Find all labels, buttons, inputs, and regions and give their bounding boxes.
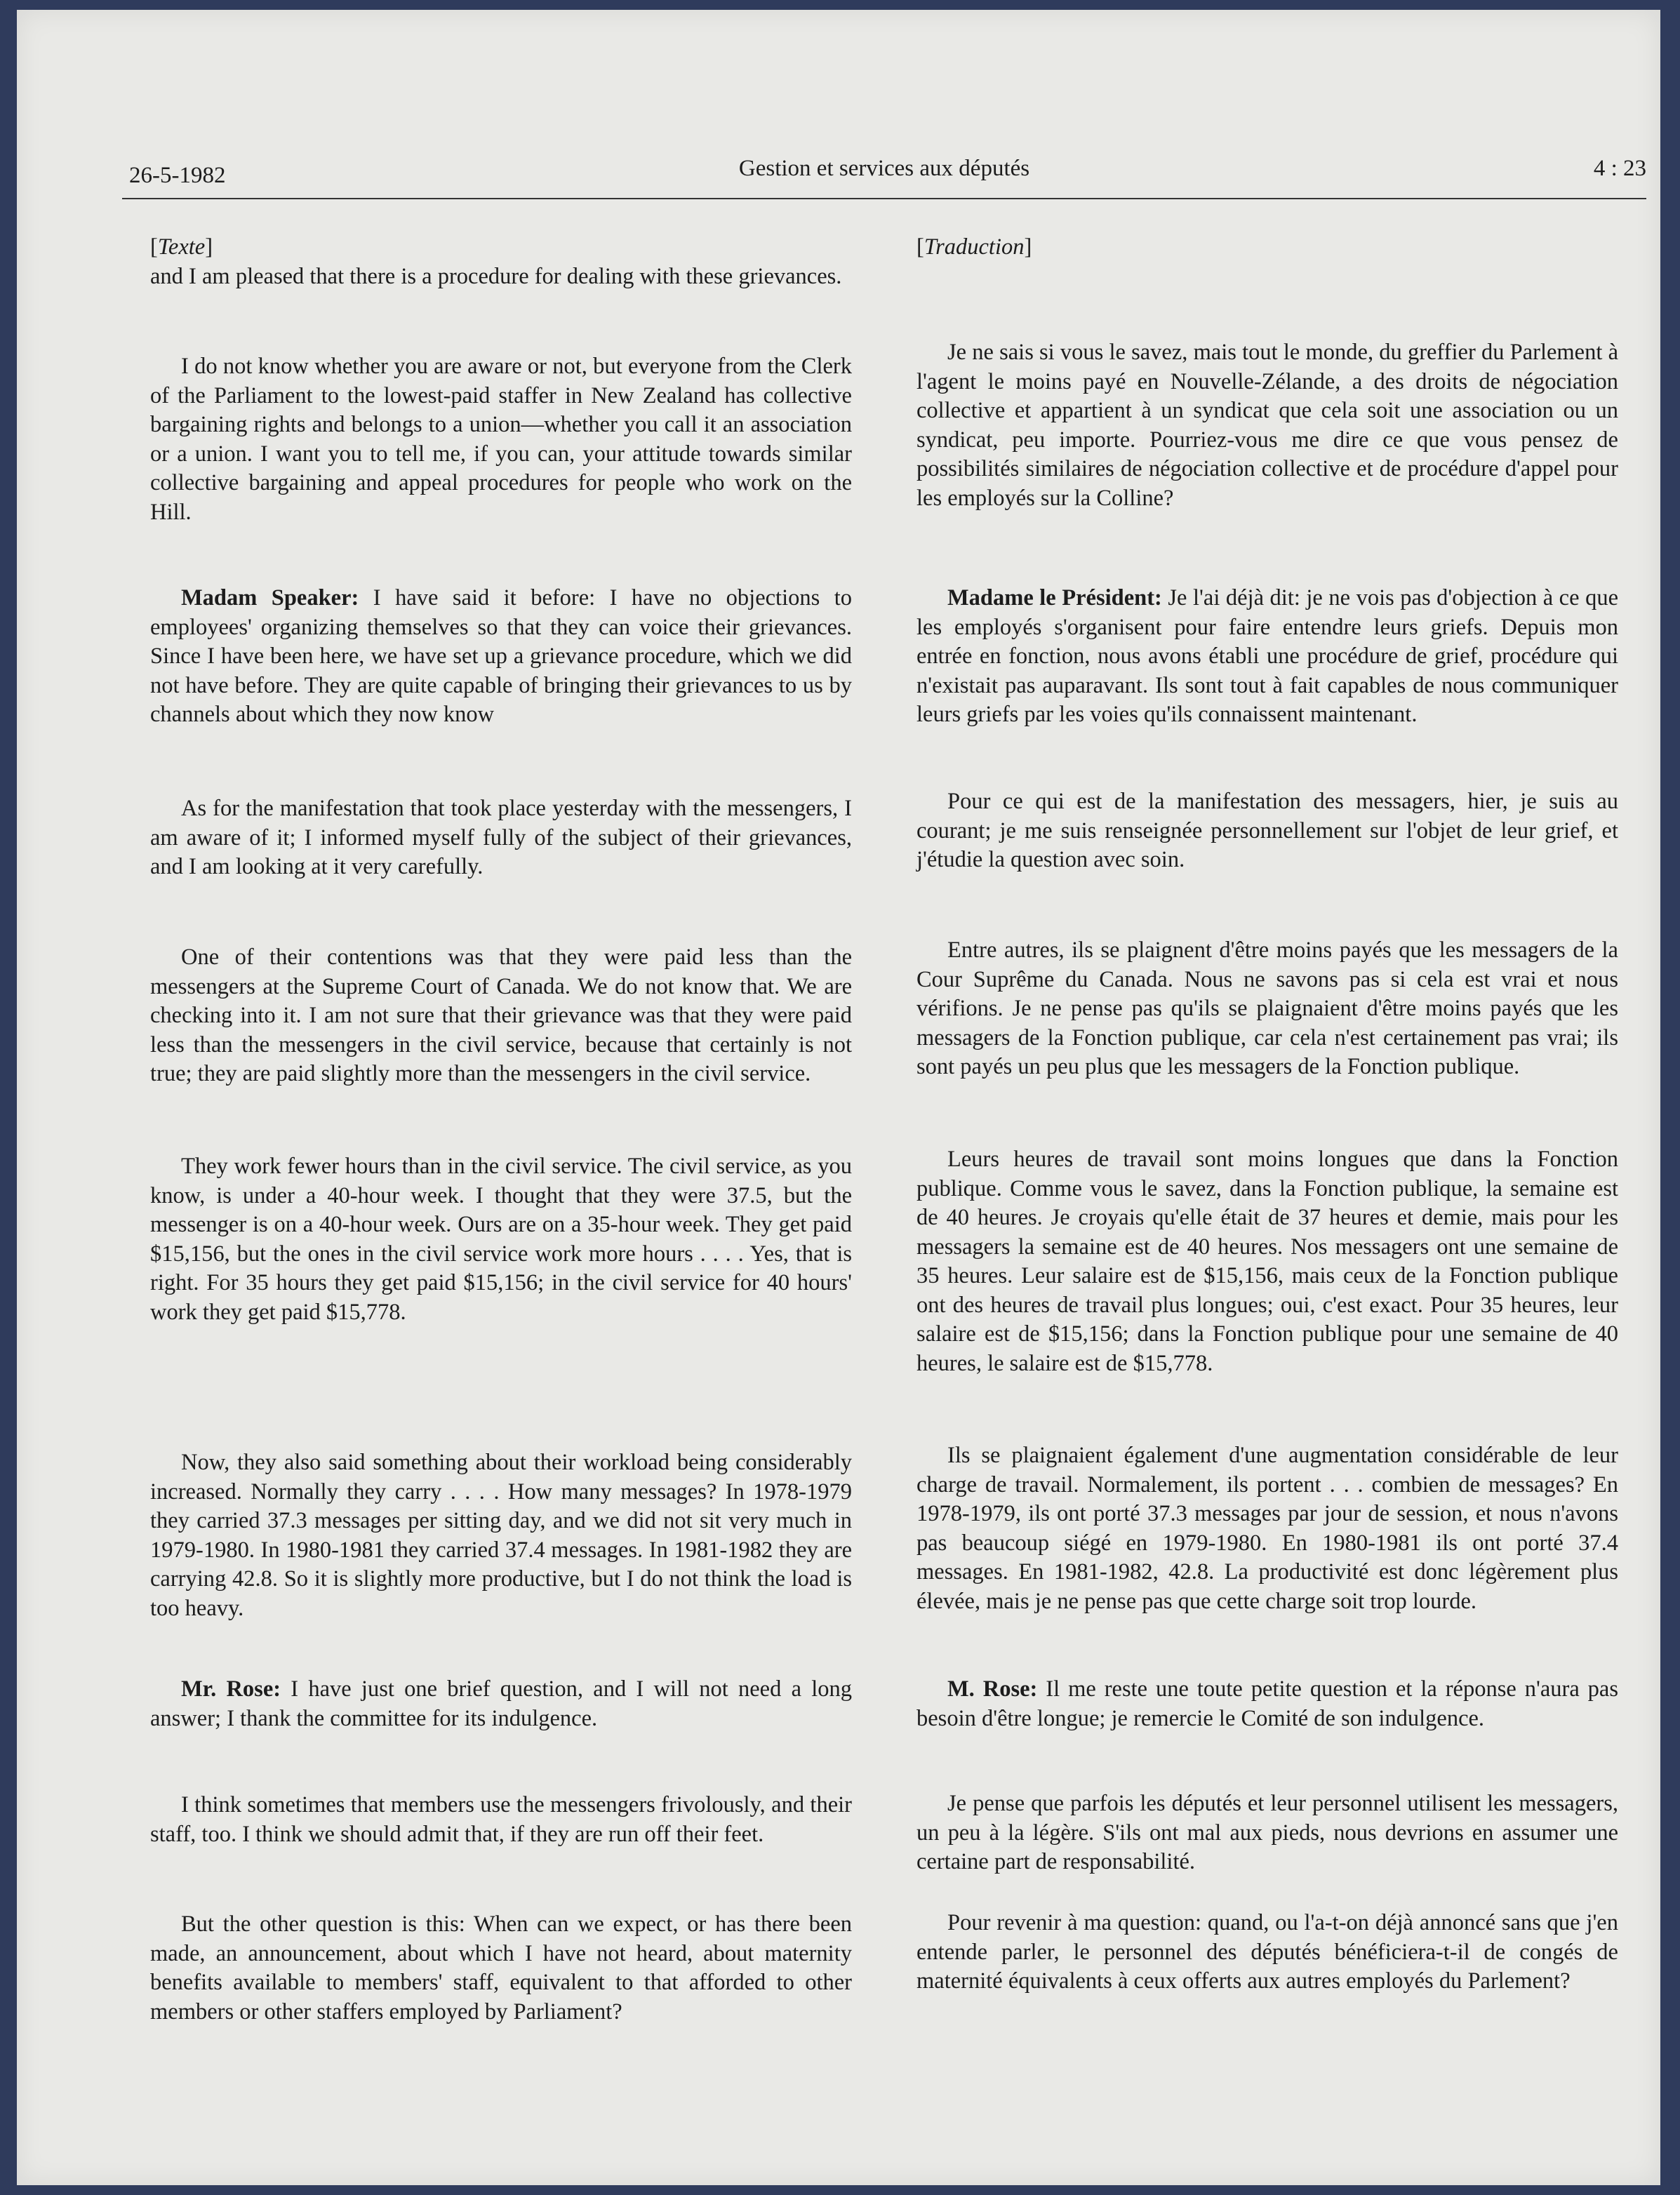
paragraph: One of their contentions was that they were paid less than the messengers at the Supreme Court of Canada. We do not know that. We are checking into it. I am not sure that their grievance was that they were paid less than the messengers in the civil service, because that certainly is not true; they are paid slightly more than the messengers in the civil service.	[150, 945, 852, 1086]
speaker-name: M. Rose:	[947, 1676, 1038, 1702]
paragraph: Pour ce qui est de la manifestation des messagers, hier, je suis au courant; je me suis renseignée personnellement sur l'objet de leur grief, et j'étudie la question avec soin.	[916, 789, 1618, 872]
paragraph: They work fewer hours than in the civil service. The civil service, as you know, is under a 40-hour week. I thought that they were 37.5, but the messenger is on a 40-hour week. Ours are on a 35-hour week. They get paid $15,156, but the ones in the civil service work more hours . . . . Yes, that is right. For 35 hours they get paid $15,156; in the civil service for 40 hours' work they get paid $15,778.	[150, 1154, 852, 1325]
paragraph: Madame le Président: Je l'ai déjà dit: je ne vois pas d'objection à ce que les employés s'organisent pour faire entendre leurs griefs. Depuis mon entrée en fonction, nous avons établi une procédure de grief, procédure qui n'existait pas auparavant. Ils sont tout à fait capables de nous communiquer leurs griefs par les voies qu'ils connaissent maintenant.	[916, 585, 1618, 727]
page-header	[122, 150, 1646, 199]
paragraph: Pour revenir à ma question: quand, ou l'a-t-on déjà annoncé sans que j'en entende parler, le personnel des députés bénéficiera-t-il de congés de maternité équivalents à ceux offerts aux autres employés du Parlement?	[916, 1910, 1618, 1994]
language-label: [Traduction]	[916, 234, 1032, 260]
header-rule	[122, 198, 1646, 199]
paragraph: I do not know whether you are aware or not, but everyone from the Clerk of the Parliament to the lowest-paid staffer in New Zealand has collective bargaining rights and belongs to a union—whether you call it an association or a union. I want you to tell me, if you can, your attitude towards similar collective bargaining and appeal procedures for people who work on the Hill.	[150, 354, 852, 525]
paragraph: I think sometimes that members use the messengers frivolously, and their staff, too. I think we should admit that, if they are run off their feet.	[150, 1792, 852, 1847]
paragraph: Je ne sais si vous le savez, mais tout le monde, du greffier du Parlement à l'agent le moins payé en Nouvelle-Zélande, a des droits de négociation collective et appartient à un syndicat que cela soit une association ou un syndicat, peu importe. Pourriez-vous me dire ce que vous pensez de possibilités similaires de négociation collective et de procédure d'appel pour les employés sur la Colline?	[916, 340, 1618, 511]
header-title: Gestion et services aux députés	[738, 156, 1030, 181]
speaker-name: Madame le Président:	[947, 585, 1162, 611]
speaker-name: Madam Speaker:	[181, 585, 359, 611]
paragraph: and I am pleased that there is a procedure for dealing with these grievances.	[150, 264, 842, 289]
document-page	[17, 10, 1660, 2185]
speaker-name: Mr. Rose:	[181, 1676, 281, 1702]
paragraph: Now, they also said something about their workload being considerably increased. Normally they carry . . . . How many messages? In 1978-1979 they carried 37.3 messages per sitting day, and we did not sit very much in 1979-1980. In 1980-1981 they carried 37.4 messages. In 1981-1982 they are carrying 42.8. So it is slightly more productive, but I do not think the load is too heavy.	[150, 1450, 852, 1621]
paragraph: Entre autres, ils se plaignent d'être moins payés que les messagers de la Cour Suprême du Canada. Nous ne savons pas si cela est vrai et nous vérifions. Je ne pense pas qu'ils se plaignaient d'être moins payés que les messagers de la Fonction publique, car cela n'est certainement pas vrai; ils sont payés un peu plus que les messagers de la Fonction publique.	[916, 938, 1618, 1079]
paragraph: Leurs heures de travail sont moins longues que dans la Fonction publique. Comme vous le savez, dans la Fonction publique, la semaine est de 40 heures. Je croyais qu'elle était de 37 heures et demie, mais pour les messagers la semaine est de 40 heures. Nos messagers ont une semaine de 35 heures. Leur salaire est de $15,156, mais ceux de la Fonction publique ont des heures de travail plus longues; oui, c'est exact. Pour 35 heures, leur salaire est de $15,156; dans la Fonction publique pour une semaine de 40 heures, le salaire est de $15,778.	[916, 1147, 1618, 1376]
paragraph: Madam Speaker: I have said it before: I have no objections to employees' organizing themselves so that they can voice their grievances. Since I have been here, we have set up a grievance procedure, which we did not have before. They are quite capable of bringing their grievances to us by channels about which they now know	[150, 585, 852, 727]
paragraph: M. Rose: Il me reste une toute petite question et la réponse n'aura pas besoin d'être longue; je remercie le Comité de son indulgence.	[916, 1676, 1619, 1731]
paragraph: As for the manifestation that took place yesterday with the messengers, I am aware of it; I informed myself fully of the subject of their grievances, and I am looking at it very carefully.	[150, 796, 852, 879]
paragraph: But the other question is this: When can we expect, or has there been made, an announcement, about which I have not heard, about maternity benefits available to members' staff, equivalent to that afforded to other members or other staffers employed by Parliament?	[150, 1912, 852, 2024]
language-label: [Texte]	[150, 234, 213, 260]
header-page-number: 4 : 23	[1593, 156, 1646, 181]
header-date: 26-5-1982	[129, 163, 226, 188]
paragraph: Ils se plaignaient également d'une augmentation considérable de leur charge de travail. Normalement, ils portent . . . combien de messages? En 1978-1979, ils ont porté 37.3 messages par jour de session, et nous n'avons pas beaucoup siégé en 1979-1980. En 1980-1981 ils ont porté 37.4 messages. En 1981-1982, 42.8. La productivité est donc légèrement plus élevée, mais je ne pense pas que cette charge soit trop lourde.	[916, 1443, 1618, 1614]
paragraph: Je pense que parfois les députés et leur personnel utilisent les messagers, un peu à la légère. S'ils ont mal aux pieds, nous devrions en assumer une certaine part de responsabilité.	[916, 1791, 1618, 1874]
paragraph: Mr. Rose: I have just one brief question, and I will not need a long answer; I thank the committee for its indulgence.	[150, 1676, 852, 1731]
